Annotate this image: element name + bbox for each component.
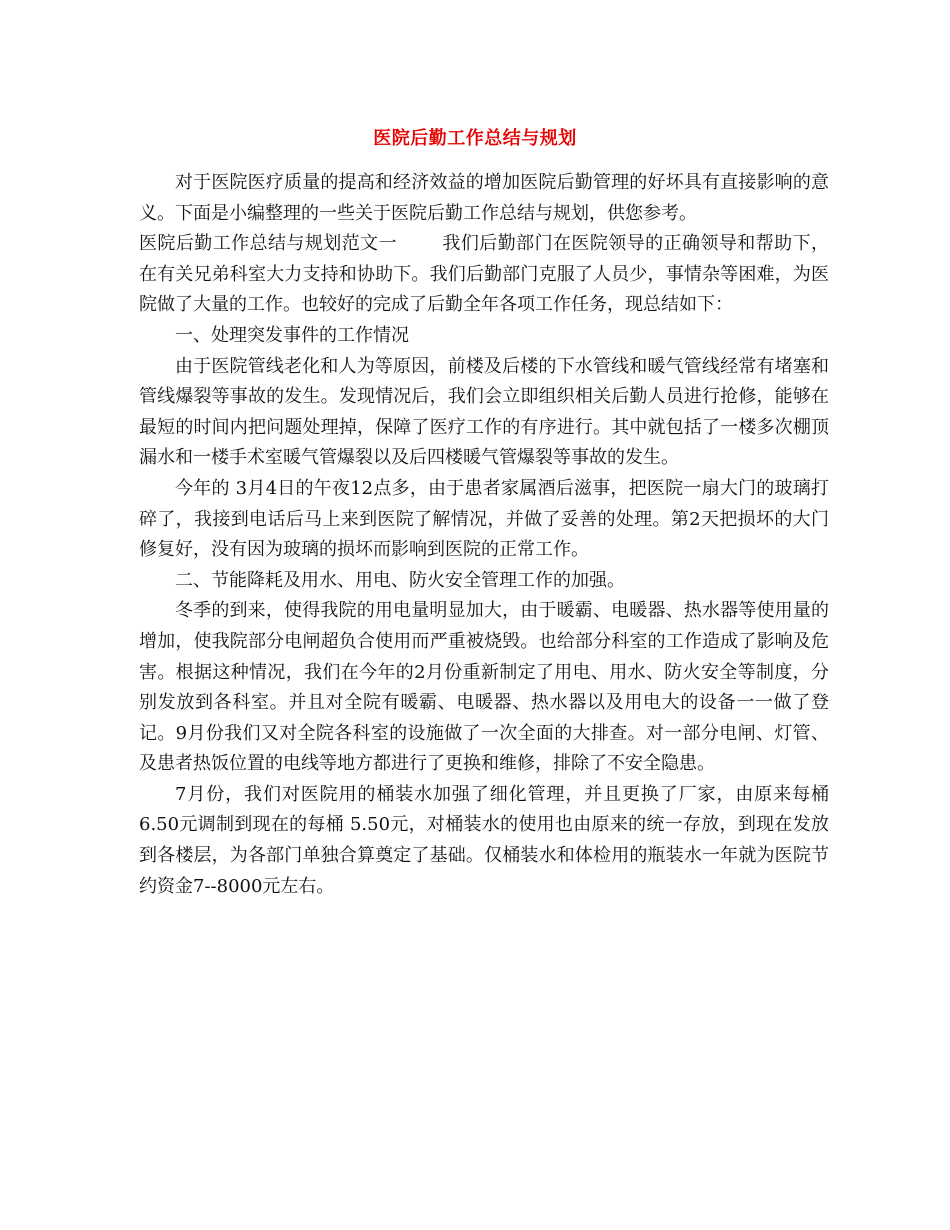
heading-energy-saving: 二、节能降耗及用水、用电、防火安全管理工作的加强。: [175, 569, 625, 591]
paragraph-door-incident: 今年的 3月4日的午夜12点多，由于患者家属酒后滋事，把医院一扇大门的玻璃打碎了，我接到电话后马上来到医院了解情况，并做了妥善的处理。第2天把损坏的大门修复好，没有因为玻璃的损坏而影响到医院的正常工作。: [139, 477, 829, 561]
paragraph-section-one: [139, 229, 829, 321]
paragraph-bottled-water: 7月份，我们对医院用的桶装水加强了细化管理，并且更换了厂家，由原来每桶 6.50元调制到现在的每桶 5.50元，对桶装水的使用也由原来的统一存放，到现在发放到各楼层，为各部门单独合算奠定了基础。仅桶装水和体检用的瓶装水一年就为医院节约资金7--8000元左右。: [139, 783, 829, 897]
document-body: [139, 168, 829, 902]
section-label: 医院后勤工作总结与规划范文一: [139, 233, 397, 255]
page-title: 医院后勤工作总结与规划: [373, 128, 577, 149]
heading-emergency: 一、处理突发事件的工作情况: [175, 324, 409, 346]
paragraph-electricity: 冬季的到来，使得我院的用电量明显加大，由于暖霸、电暖器、热水器等使用量的增加，使我院部分电闸超负合使用而严重被烧毁。也给部分科室的工作造成了影响及危害。根据这种情况，我们在今年的2月份重新制定了用电、用水、防火安全等制度，分别发放到各科室。并且对全院有暖霸、电暖器、热水器以及用电大的设备一一做了登记。9月份我们又对全院各科室的设施做了一次全面的大排查。对一部分电闸、灯管、及患者热饭位置的电线等地方都进行了更换和维修，排除了不安全隐患。: [139, 600, 829, 775]
paragraph-intro: 对于医院医疗质量的提高和经济效益的增加医院后勤管理的好坏具有直接影响的意义。下面是小编整理的一些关于医院后勤工作总结与规划，供您参考。: [139, 172, 829, 224]
paragraph-summary: 我们后勤部门在医院领导的正确领导和帮助下，在有关兄弟科室大力支持和协助下。我们后勤部门克服了人员少，事情杂等困难，为医院做了大量的工作。也较好的完成了后勤全年各项工作任务，现总结如下：: [139, 233, 829, 316]
paragraph-pipelines: 由于医院管线老化和人为等原因，前楼及后楼的下水管线和暖气管线经常有堵塞和管线爆裂等事故的发生。发现情况后，我们会立即组织相关后勤人员进行抢修，能够在最短的时间内把问题处理掉，保障了医疗工作的有序进行。其中就包括了一楼多次棚顶漏水和一楼手术室暖气管爆裂以及后四楼暖气管爆裂等事故的发生。: [139, 355, 829, 469]
